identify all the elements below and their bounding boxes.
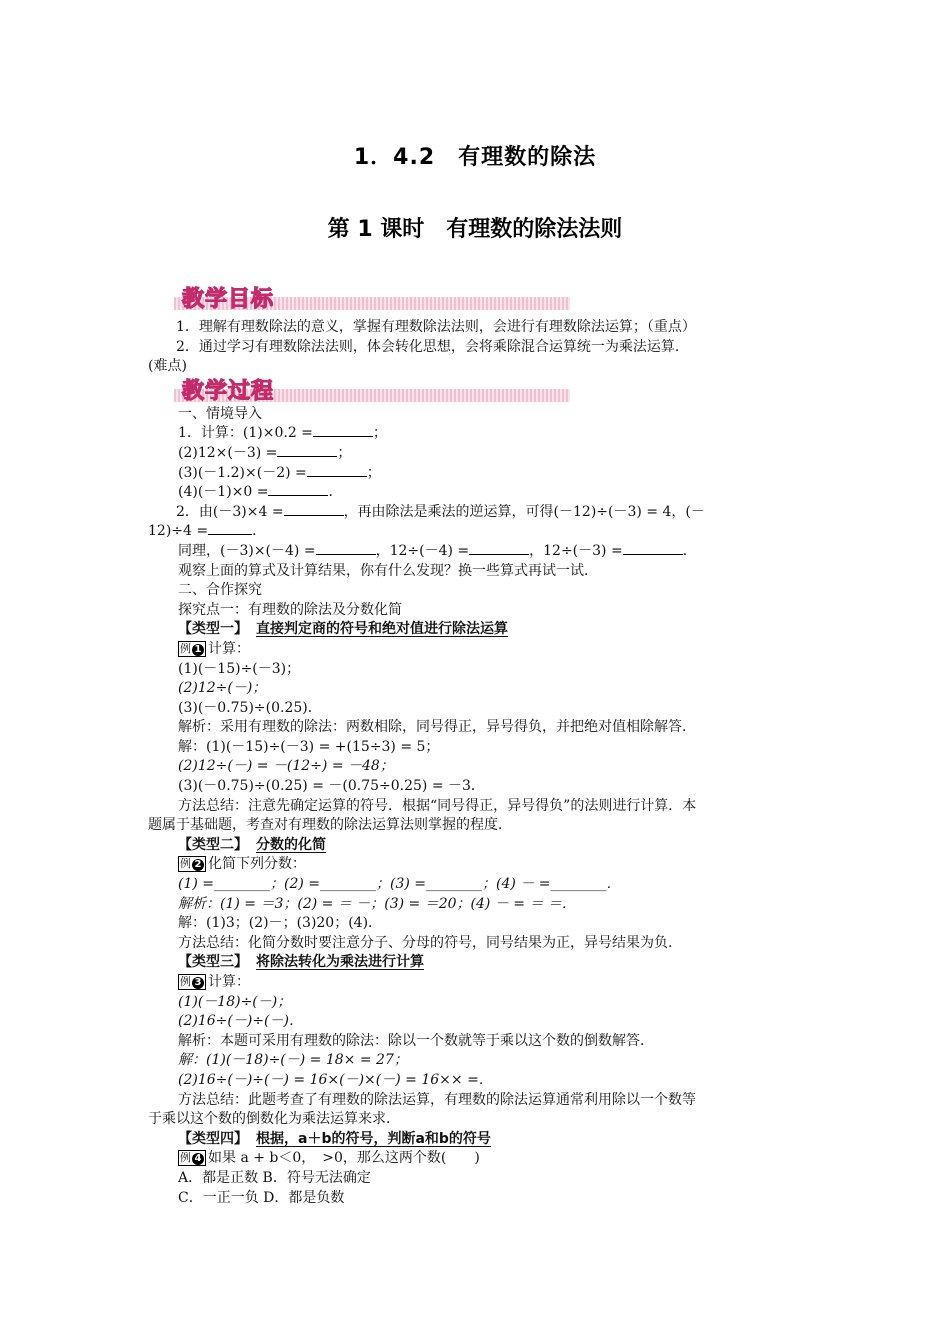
example-3-item-1: (1)(－18)÷(－)； xyxy=(178,993,292,1010)
example-2-items: (1) =________；(2) =________；(3) =________；(4) － =________． xyxy=(178,876,621,893)
type-label: 【类型二】 xyxy=(178,836,248,853)
example-1-summary: 方法总结：注意先确定运算的符号．根据“同号得正，异号得负”的法则进行计算．本 xyxy=(178,797,697,814)
type-title: 根据，a＋b的符号，判断a和b的符号 xyxy=(256,1130,491,1147)
answer-blank xyxy=(313,424,373,437)
goal-1: 1．理解有理数除法的意义，掌握有理数除法法则，会进行有理数除法运算；（重点） xyxy=(176,319,696,335)
answer-blank xyxy=(277,444,337,457)
example-4-question xyxy=(148,1149,812,1169)
text: (2)12×(－3) = xyxy=(178,444,278,461)
type-title: 直接判定商的符号和绝对值进行除法运算 xyxy=(256,621,508,638)
text: ，12÷(－3) = xyxy=(529,542,623,559)
example-1-solution-2: (2)12÷(－) = －(12÷) = －48； xyxy=(178,758,394,775)
example-badge xyxy=(178,856,206,872)
example-3-question xyxy=(148,973,812,993)
example-1-item-1: (1)(－15)÷(－3)； xyxy=(178,660,301,677)
answer-blank xyxy=(208,522,252,535)
type-label: 【类型四】 xyxy=(178,1130,248,1147)
answer-blank xyxy=(469,542,529,555)
example-1-solution-3: (3)(－0.75)÷(0.25) = －(0.75÷0.25) = －3． xyxy=(178,778,485,795)
example-1-analysis: 解析：采用有理数的除法：两数相除，同号得正，异号得负，并把绝对值相除解答． xyxy=(178,719,696,736)
banner-spacer xyxy=(148,377,812,405)
example-3-solution-2: (2)16÷(－)÷(－) = 16×(－)×(－) = 16×× =． xyxy=(178,1071,493,1088)
goal-2: 2．通过学习有理数除法法则，体会转化思想，会将乘除混合运算统一为乘法运算． xyxy=(176,338,689,355)
intro-q2 xyxy=(148,503,812,523)
document-body xyxy=(148,318,812,1208)
type-title: 分数的化简 xyxy=(256,836,326,853)
intro-q1-3: (3)(－1.2)×(－2) = ； xyxy=(178,464,381,481)
example-number: 2 xyxy=(192,859,204,871)
type-title: 将除法转化为乘法进行计算 xyxy=(256,954,424,971)
section-header-explore: 二、合作探究 xyxy=(178,582,262,599)
type-3-header xyxy=(148,953,812,973)
lesson-title: 第 1 课时 有理数的除法法则 xyxy=(327,217,623,242)
type-2-header xyxy=(148,836,812,856)
example-2-solution: 解：(1)3；(2)－；(3)20；(4)． xyxy=(178,915,383,932)
intro-q1: 1．计算：(1)×0.2 = ； xyxy=(178,425,387,442)
example-prefix: 例 xyxy=(180,857,191,871)
text: ，再由除法是乘法的逆运算，可得(－12)÷(－3) = 4，(－ xyxy=(343,503,705,520)
example-number: 4 xyxy=(192,1153,204,1165)
example-badge xyxy=(178,974,206,990)
banner-label: 教学目标 xyxy=(182,287,275,312)
example-3-item-2: (2)16÷(－)÷(－)． xyxy=(178,1013,303,1030)
intro-q1-2: (2)12×(－3) = ； xyxy=(178,444,352,461)
section-title: 1．4.2 有理数的除法 xyxy=(353,145,597,170)
example-1-item-2: (2)12÷(－)； xyxy=(178,680,267,697)
example-3-analysis: 解析：本题可采用有理数的除法：除以一个数就等于乘以这个数的倒数解答． xyxy=(178,1032,654,1049)
example-4-options-ab: A．都是正数 B．符号无法确定 xyxy=(178,1169,371,1186)
example-4-options-cd: C．一正一负 D．都是负数 xyxy=(178,1189,345,1206)
type-4-header xyxy=(148,1130,812,1150)
example-prefix: 例 xyxy=(180,641,191,655)
type-label: 【类型一】 xyxy=(178,621,248,638)
example-badge xyxy=(178,641,206,657)
intro-q4: 观察上面的算式及计算结果，你有什么发现？换一些算式再试一试． xyxy=(178,562,598,579)
section-header-intro: 一、情境导入 xyxy=(178,405,262,422)
example-1-solution-1: 解：(1)(－15)÷(－3) = +(15÷3) = 5； xyxy=(178,738,440,755)
answer-blank xyxy=(268,483,328,496)
goal-2-cont: (难点) xyxy=(148,358,187,375)
text: 1．计算：(1)×0.2 = xyxy=(178,425,313,442)
text: 计算： xyxy=(208,974,250,990)
intro-q3: 同理，(－3)×(－4) = ，12÷(－4) = ，12÷(－3) = ． xyxy=(178,542,697,559)
answer-blank xyxy=(623,542,683,555)
text: (4)(－1)×0 = xyxy=(178,484,269,501)
example-2-question xyxy=(148,855,812,875)
example-3-summary-cont: 于乘以这个数的倒数化为乘法运算来求． xyxy=(148,1111,400,1128)
text: ，12÷(－4) = xyxy=(375,542,470,559)
answer-blank xyxy=(316,542,376,555)
example-prefix: 例 xyxy=(180,1151,191,1165)
example-1-question xyxy=(148,640,812,660)
text: 化简下列分数： xyxy=(208,856,306,873)
example-number: 3 xyxy=(192,977,204,989)
answer-blank xyxy=(307,464,367,477)
text: 同理，(－3)×(－4) = xyxy=(178,542,316,559)
example-2-analysis: 解析：(1) = ＝3；(2) = ＝ －；(3) = ＝20；(4) － = ＝ ＝． xyxy=(178,895,576,912)
text: 计算： xyxy=(208,640,250,657)
answer-blank xyxy=(284,503,344,516)
text: 2．由(－3)×4 = xyxy=(176,503,284,520)
example-3-summary: 方法总结：此题考查了有理数的除法运算，有理数的除法运算通常利用除以一个数等 xyxy=(178,1091,696,1108)
example-1-item-3: (3)(－0.75)÷(0.25)． xyxy=(178,699,322,716)
example-2-summary: 方法总结：化简分数时要注意分子、分母的符号，同号结果为正，异号结果为负． xyxy=(178,934,682,951)
explore-point-1: 探究点一：有理数的除法及分数化简 xyxy=(178,601,402,618)
intro-q1-4: (4)(－1)×0 = ． xyxy=(178,484,343,501)
example-prefix: 例 xyxy=(180,975,191,988)
intro-q2-cont: 12)÷4 = ． xyxy=(148,523,267,540)
example-1-summary-cont: 题属于基础题，考查对有理数的除法运算法则掌握的程度． xyxy=(148,817,512,834)
teaching-goals-banner xyxy=(174,288,570,312)
text: 如果 a + b＜0， >0，那么这两个数( ) xyxy=(208,1150,480,1167)
example-badge xyxy=(178,1150,206,1166)
example-3-solution-1: 解：(1)(－18)÷(－) = 18× = 27； xyxy=(178,1052,408,1069)
text: (3)(－1.2)×(－2) = xyxy=(178,464,307,481)
banner-label: 教学过程 xyxy=(182,379,275,404)
type-1-header xyxy=(148,620,812,640)
example-number: 1 xyxy=(192,644,204,656)
type-label: 【类型三】 xyxy=(178,954,248,971)
text: 12)÷4 = xyxy=(148,523,209,540)
